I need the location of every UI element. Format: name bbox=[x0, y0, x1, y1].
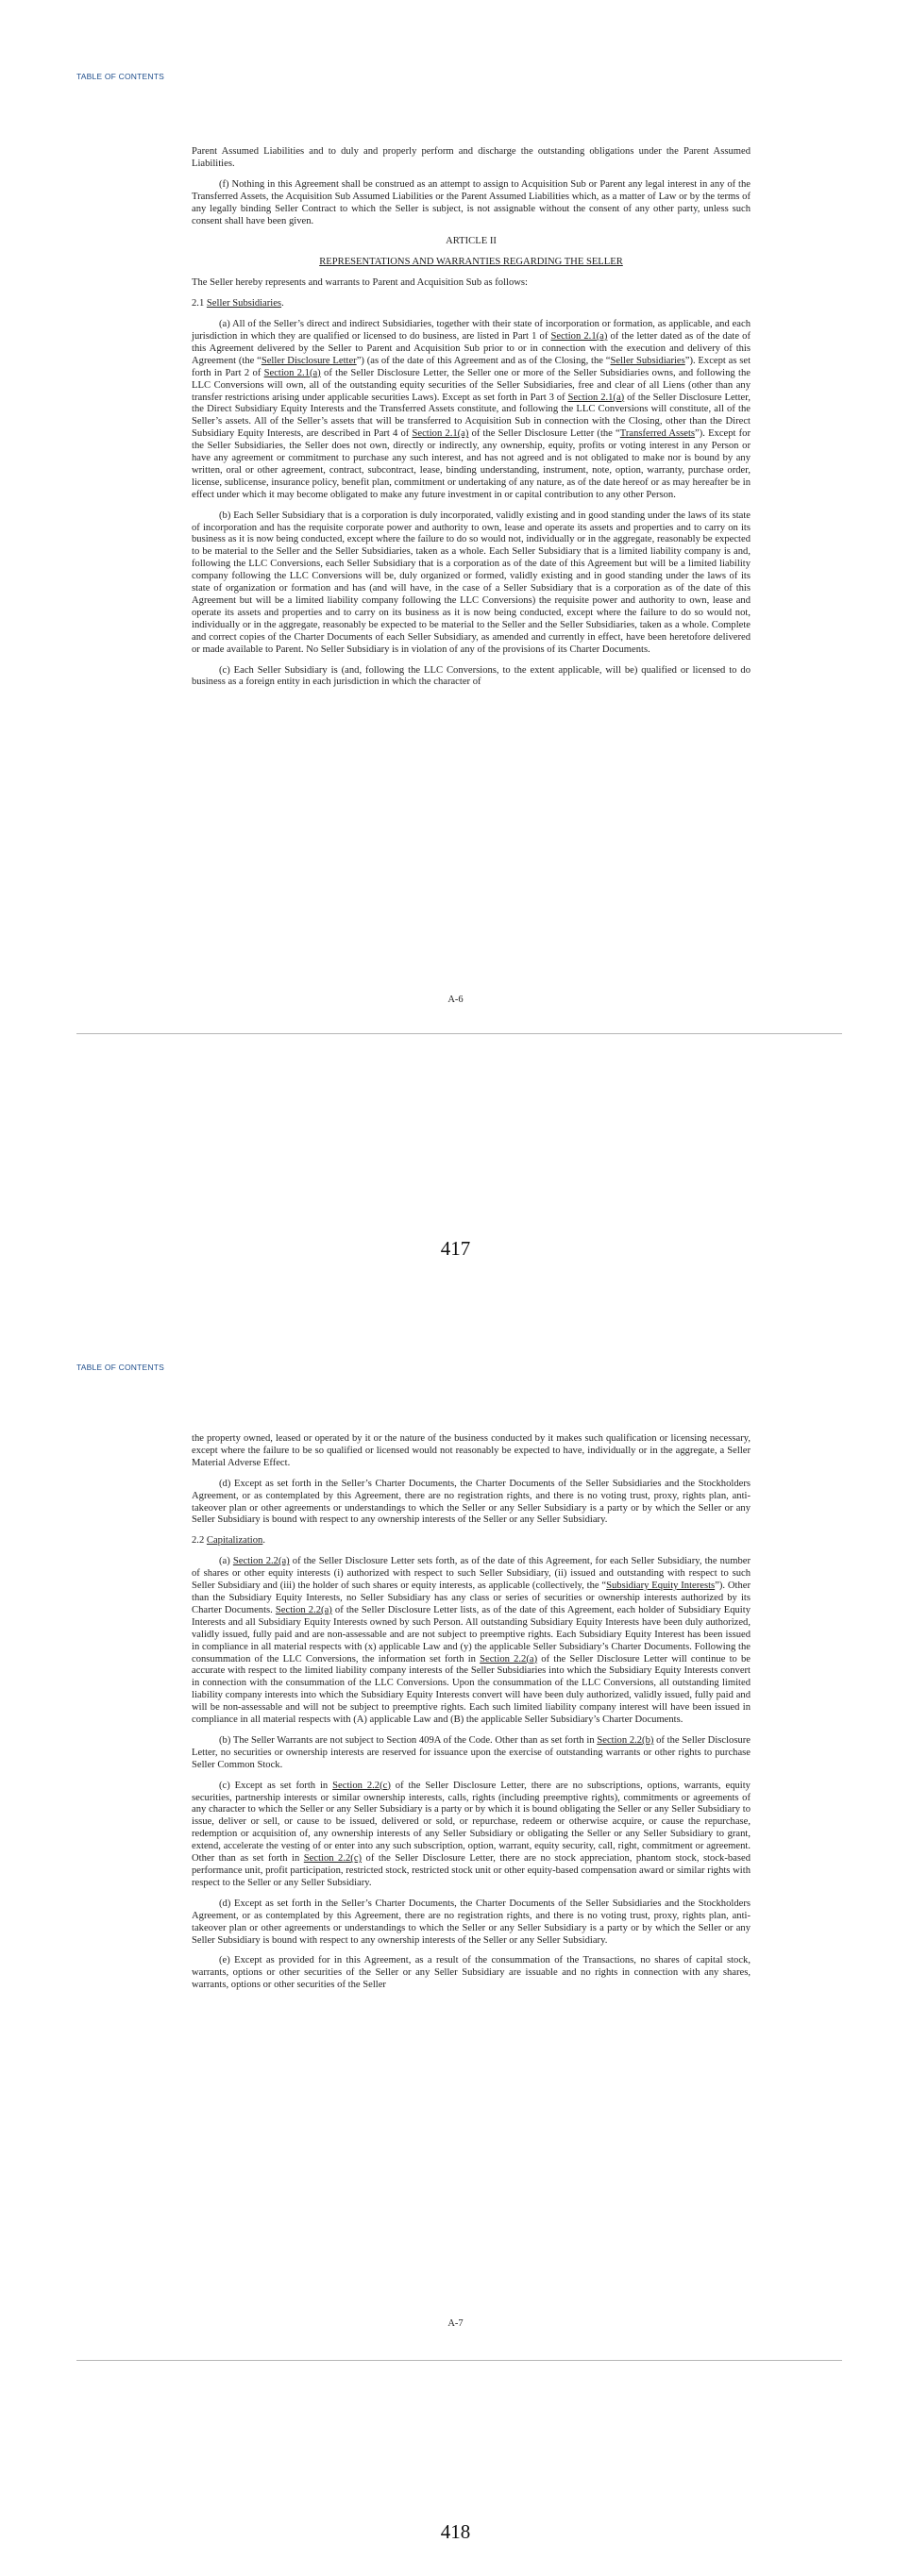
section-ref-link[interactable]: Section 2.1(a) bbox=[567, 392, 625, 403]
page-number: 418 bbox=[440, 2520, 471, 2543]
paragraph-2-2c: (c) Except as set forth in Section 2.2(c) of the Seller Disclosure Letter, there are no subscriptions, options, warrants, equity securities, partnership interests or similar ownership interests, calls, rights (including preemptive rights), commitments or agreements of any character to which the Seller or any Seller Subsidiary is a party or by which it is bound obligating the Seller or any Seller Subsidiary to issue, deliver or sell, or cause to be issued, delivered or sold, or repurchase, redeem or otherwise acquire, or cause the repurchase, redemption or acquisition of, any ownership interests of any Seller Subsidiary or obligating the Seller or any Seller Subsidiary to grant, extend, accelerate the vesting of or enter into any such subscription, option, warrant, equity security, call, right, commitment or agreement. Other than as set forth in Section 2.2(c) of the Seller Disclosure Letter, there are no stock appreciation, phantom stock, stock-based performance unit, profit participation, restricted stock, restricted stock unit or other equity-based compensation award or similar rights with respect to the Seller or any Seller Subsidiary. bbox=[192, 1780, 751, 1888]
paragraph-2-2d: (d) Except as set forth in the Seller’s Charter Documents, the Charter Documents of the Seller Subsidiaries and the Stockholders Agreement, or as contemplated by this Agreement, there are no registration rights, and there is no voting trust, proxy, rights plan, anti-takeover plan or other agreements or understandings to which the Seller or any Seller Subsidiary is a party or by which the Seller or any Seller Subsidiary is bound with respect to any ownership interests of the Seller or any Seller Subsidiary. bbox=[192, 1898, 751, 1946]
section-ref-link[interactable]: Section 2.2(c) bbox=[303, 1853, 363, 1865]
section-ref-link[interactable]: Section 2.2(a) bbox=[480, 1653, 538, 1664]
paragraph-continued: the property owned, leased or operated by it or the nature of the business conducted by it makes such qualification or licensing necessary, except where the failure to be so qualified or licensed would not reasonably be expected to have, individually or in the aggregate, a Seller Material Adverse Effect. bbox=[192, 1433, 751, 1468]
paragraph-2-2a: (a) Section 2.2(a) of the Seller Disclosure Letter sets forth, as of the date of this Agreement, for each Seller Subsidiary, the number of shares or other equity interests (i) authorized with respect to such Seller Subsidiary, (ii) issued and outstanding with respect to such Seller Subsidiary and (iii) the holder of such shares or equity interests, as applicable (collectively, the “Subsidiary Equity Interests”). Other than the Subsidiary Equity Interests, no Seller Subsidiary has any class or series of securities or ownership interests authorized by its Charter Documents. Section 2.2(a) of the Seller Disclosure Letter lists, as of the date of this Agreement, each holder of Subsidiary Equity Interests and all Subsidiary Equity Interests owned by such Person. All outstanding Subsidiary Equity Interests have been duly authorized, validly issued, fully paid and are non-assessable and are not subject to preemptive rights. Each Subsidiary Equity Interest has been issued in compliance in all material respects with (x) applicable Law and (y) the applicable Seller Subsidiary’s Charter Documents. Following the consummation of the LLC Conversions, the information set forth in Section 2.2(a) of the Seller Disclosure Letter will continue to be accurate with respect to the limited liability company interests of the Seller Subsidiaries into which the Subsidiary Equity Interests convert in connection with the consummation of the LLC Conversions. Upon the consummation of the LLC Conversions, all outstanding limited liability company interests into which the Subsidiary Equity Interests convert will have been duly authorized, validly issued, fully paid and will be non-assessable and will not be subject to preemptive rights. Each such limited liability company interest will have been issued in compliance in all material respects with (A) applicable Law and (B) the applicable Seller Subsidiary’s Charter Documents. bbox=[192, 1556, 751, 1726]
paragraph-2-2b: (b) The Seller Warrants are not subject to Section 409A of the Code. Other than as set forth in Section 2.2(b) of the Seller Disclosure Letter, no securities or ownership interests are reserved for issuance upon the exercise of outstanding warrants or other rights to purchase Seller Common Stock. bbox=[192, 1734, 751, 1770]
section-2-1-heading: 2.1 Seller Subsidiaries. bbox=[192, 298, 284, 309]
table-of-contents-link[interactable]: TABLE OF CONTENTS bbox=[76, 72, 164, 81]
paragraph-2-2e: (e) Except as provided for in this Agreement, as a result of the consummation of the Transactions, no shares of capital stock, warrants, options or other securities of the Seller or any Seller Subsidiary are issuable and no rights in connection with any shares, warrants, options or other securities of the Seller bbox=[192, 1955, 751, 1991]
section-ref-link[interactable]: Section 2.2(c) bbox=[332, 1780, 391, 1791]
paragraph-1f: (f) Nothing in this Agreement shall be construed as an attempt to assign to Acquisition Sub or Parent any legal interest in any of the Transferred Assets, the Acquisition Sub Assumed Liabilities or the Parent Assumed Liabilities which, as a matter of Law or by the terms of any legally binding Seller Contract to which the Seller is subject, is not assignable without the consent of any other party, unless such consent shall have been given. bbox=[192, 178, 751, 226]
page-1-body bbox=[192, 146, 751, 697]
page-divider bbox=[76, 1033, 842, 1034]
paragraph-2-1d: (d) Except as set forth in the Seller’s Charter Documents, the Charter Documents of the Seller Subsidiaries and the Stockholders Agreement, or as contemplated by this Agreement, there are no registration rights, and there is no voting trust, proxy, rights plan, anti-takeover plan or other agreements or understandings to which the Seller or any Seller Subsidiary is a party or by which the Seller or any Seller Subsidiary is bound with respect to any ownership interests of the Seller or any Seller Subsidiary. bbox=[192, 1478, 751, 1526]
page-2-body bbox=[192, 1433, 751, 2000]
table-of-contents-link[interactable]: TABLE OF CONTENTS bbox=[76, 1363, 164, 1372]
paragraph-2-1c: (c) Each Seller Subsidiary is (and, following the LLC Conversions, to the extent applicable, will be) qualified or licensed to do business as a foreign entity in each jurisdiction in which the character of bbox=[192, 664, 751, 688]
page-number: 417 bbox=[440, 1237, 471, 1260]
section-ref-link[interactable]: Section 2.2(a) bbox=[275, 1604, 332, 1615]
section-ref-link[interactable]: Section 2.1(a) bbox=[550, 330, 608, 342]
page-footer: A-6 bbox=[447, 995, 464, 1005]
article-title: REPRESENTATIONS AND WARRANTIES REGARDING THE SELLER bbox=[319, 257, 623, 268]
paragraph-intro: Parent Assumed Liabilities and to duly and properly perform and discharge the outstanding obligations under the Parent Assumed Liabilities. bbox=[192, 146, 751, 169]
paragraph-2-1b: (b) Each Seller Subsidiary that is a corporation is duly incorporated, validly existing and in good standing under the laws of its state of incorporation and has the requisite corporate power and authority to own, lease and operate its assets and properties and to carry on its business as it is now being conducted, except where the failure to do so would not, individually or in the aggregate, reasonably be expected to be material to the Seller and the Seller Subsidiaries, taken as a whole. Each Seller Subsidiary that is a limited liability company is and, following the LLC Conversions, each Seller Subsidiary that is a corporation as of the date of this Agreement but will be a limited liability company following the LLC Conversions will be, duly organized or formed, validly existing and in good standing under the laws of its state of organization or formation and has (and will have, in the case of a Seller Subsidiary that is a corporation as of the date of this Agreement but will be a limited liability company following the LLC Conversions) the requisite power and authority to own, lease and operate its assets and properties and to carry on its business as it is now being conducted, except where the failure to do so would not, individually or in the aggregate, reasonably be expected to be material to the Seller and the Seller Subsidiaries, taken as a whole. Complete and correct copies of the Charter Documents of each Seller Subsidiary, as amended and currently in effect, have been heretofore delivered or made available to Parent. No Seller Subsidiary is in violation of any of the provisions of its Charter Documents. bbox=[192, 510, 751, 655]
section-ref-link[interactable]: Section 2.1(a) bbox=[412, 428, 469, 440]
paragraph-2-1a: (a) All of the Seller’s direct and indirect Subsidiaries, together with their state of incorporation or formation, as applicable, and each jurisdiction in which they are qualified or licensed to do business, are listed in Part 1 of Section 2.1(a) of the letter dated as of the date of this Agreement delivered by the Seller to Parent and Acquisition Sub prior to or in connection with the execution and delivery of this Agreement (the “Seller Disclosure Letter”) (as of the date of this Agreement and as of the Closing, the “Seller Subsidiaries”). Except as set forth in Part 2 of Section 2.1(a) of the Seller Disclosure Letter, the Seller one or more of the Seller Subsidiaries owns, and following the LLC Conversions will own, all of the outstanding equity securities of the Seller Subsidiaries, free and clear of all Liens (other than any transfer restrictions arising under applicable securities Laws). Except as set forth in Part 3 of Section 2.1(a) of the Seller Disclosure Letter, the Direct Subsidiary Equity Interests and the Transferred Assets constitute, and following the LLC Conversions will constitute, all of the Seller’s assets. All of the Seller’s assets that will be transferred to Acquisition Sub in connection with the Closing, other than the Direct Subsidiary Equity Interests, are described in Part 4 of Section 2.1(a) of the Seller Disclosure Letter (the “Transferred Assets”). Except for the Seller Subsidiaries, the Seller does not own, directly or indirectly, any ownership, equity, profits or voting interest in any Person or have any agreement or commitment to purchase any such interest, and has not agreed and is not obligated to make nor is bound by any written, oral or other agreement, contract, subcontract, lease, binding understanding, instrument, note, option, warranty, purchase order, license, sublicense, insurance policy, benefit plan, commitment or undertaking of any nature, as of the date hereof or as may hereafter be in effect under which it may become obligated to make any future investment in or capital contribution to any other Person. bbox=[192, 319, 751, 500]
section-2-2-heading: 2.2 Capitalization. bbox=[192, 1535, 265, 1547]
article-heading: ARTICLE II bbox=[446, 236, 497, 247]
page-footer: A-7 bbox=[447, 2318, 464, 2329]
paragraph-represents: The Seller hereby represents and warrants to Parent and Acquisition Sub as follows: bbox=[192, 277, 528, 289]
section-ref-link[interactable]: Section 2.1(a) bbox=[263, 367, 321, 378]
section-ref-link[interactable]: Section 2.2(a) bbox=[232, 1556, 290, 1567]
section-ref-link[interactable]: Section 2.2(b) bbox=[597, 1734, 654, 1746]
page-divider bbox=[76, 2360, 842, 2361]
